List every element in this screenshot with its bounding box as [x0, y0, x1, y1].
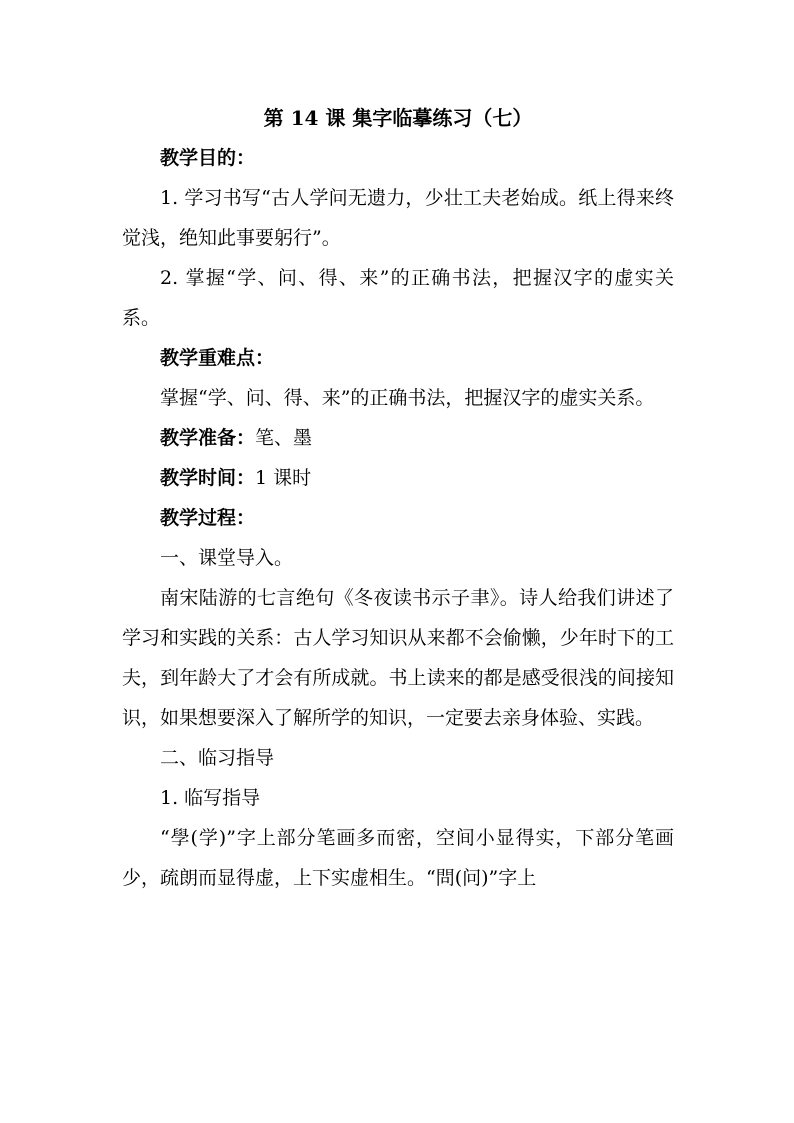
step1-text: 南宋陆游的七言绝句《冬夜读书示子聿》。诗人给我们讲述了学习和实践的关系：古人学习知识从来都不会偷懒，少年时下的工夫，到年龄大了才会有所成就。书上读来的都是感受很浅的间接知识，如果想要深入了解所学的知识，一定要去亲身体验、实践。	[122, 587, 674, 729]
duration-label: 教学时间：	[160, 467, 256, 489]
process-heading: 教学过程：	[160, 507, 256, 529]
step2-text: “學(学)”字上部分笔画多而密，空间小显得实，下部分笔画少，疏朗而显得虚，上下实虚相生。“問(问)”字上	[122, 827, 674, 889]
preparation-line	[122, 418, 674, 458]
key-points-heading: 教学重难点：	[160, 347, 275, 369]
step2-subtitle: 1. 临写指导	[160, 787, 261, 809]
duration-line	[122, 458, 674, 498]
key-points-text: 掌握“学、问、得、来”的正确书法，把握汉字的虚实关系。	[160, 387, 655, 409]
document-page	[122, 98, 674, 898]
objective-item-2: 2. 掌握“学、问、得、来”的正确书法，把握汉字的虚实关系。	[122, 267, 674, 329]
duration-value: 1 课时	[255, 467, 312, 489]
objective-item-1: 1. 学习书写“古人学问无遗力，少壮工夫老始成。纸上得来终觉浅，绝知此事要躬行”。	[122, 187, 674, 249]
preparation-label: 教学准备：	[160, 427, 256, 449]
objectives-heading: 教学目的：	[160, 147, 256, 169]
step2-title: 二、临习指导	[160, 747, 275, 769]
preparation-value: 笔、墨	[255, 427, 313, 449]
page-title: 第 14 课 集字临摹练习（七）	[263, 106, 533, 130]
step1-title: 一、课堂导入。	[160, 547, 294, 569]
